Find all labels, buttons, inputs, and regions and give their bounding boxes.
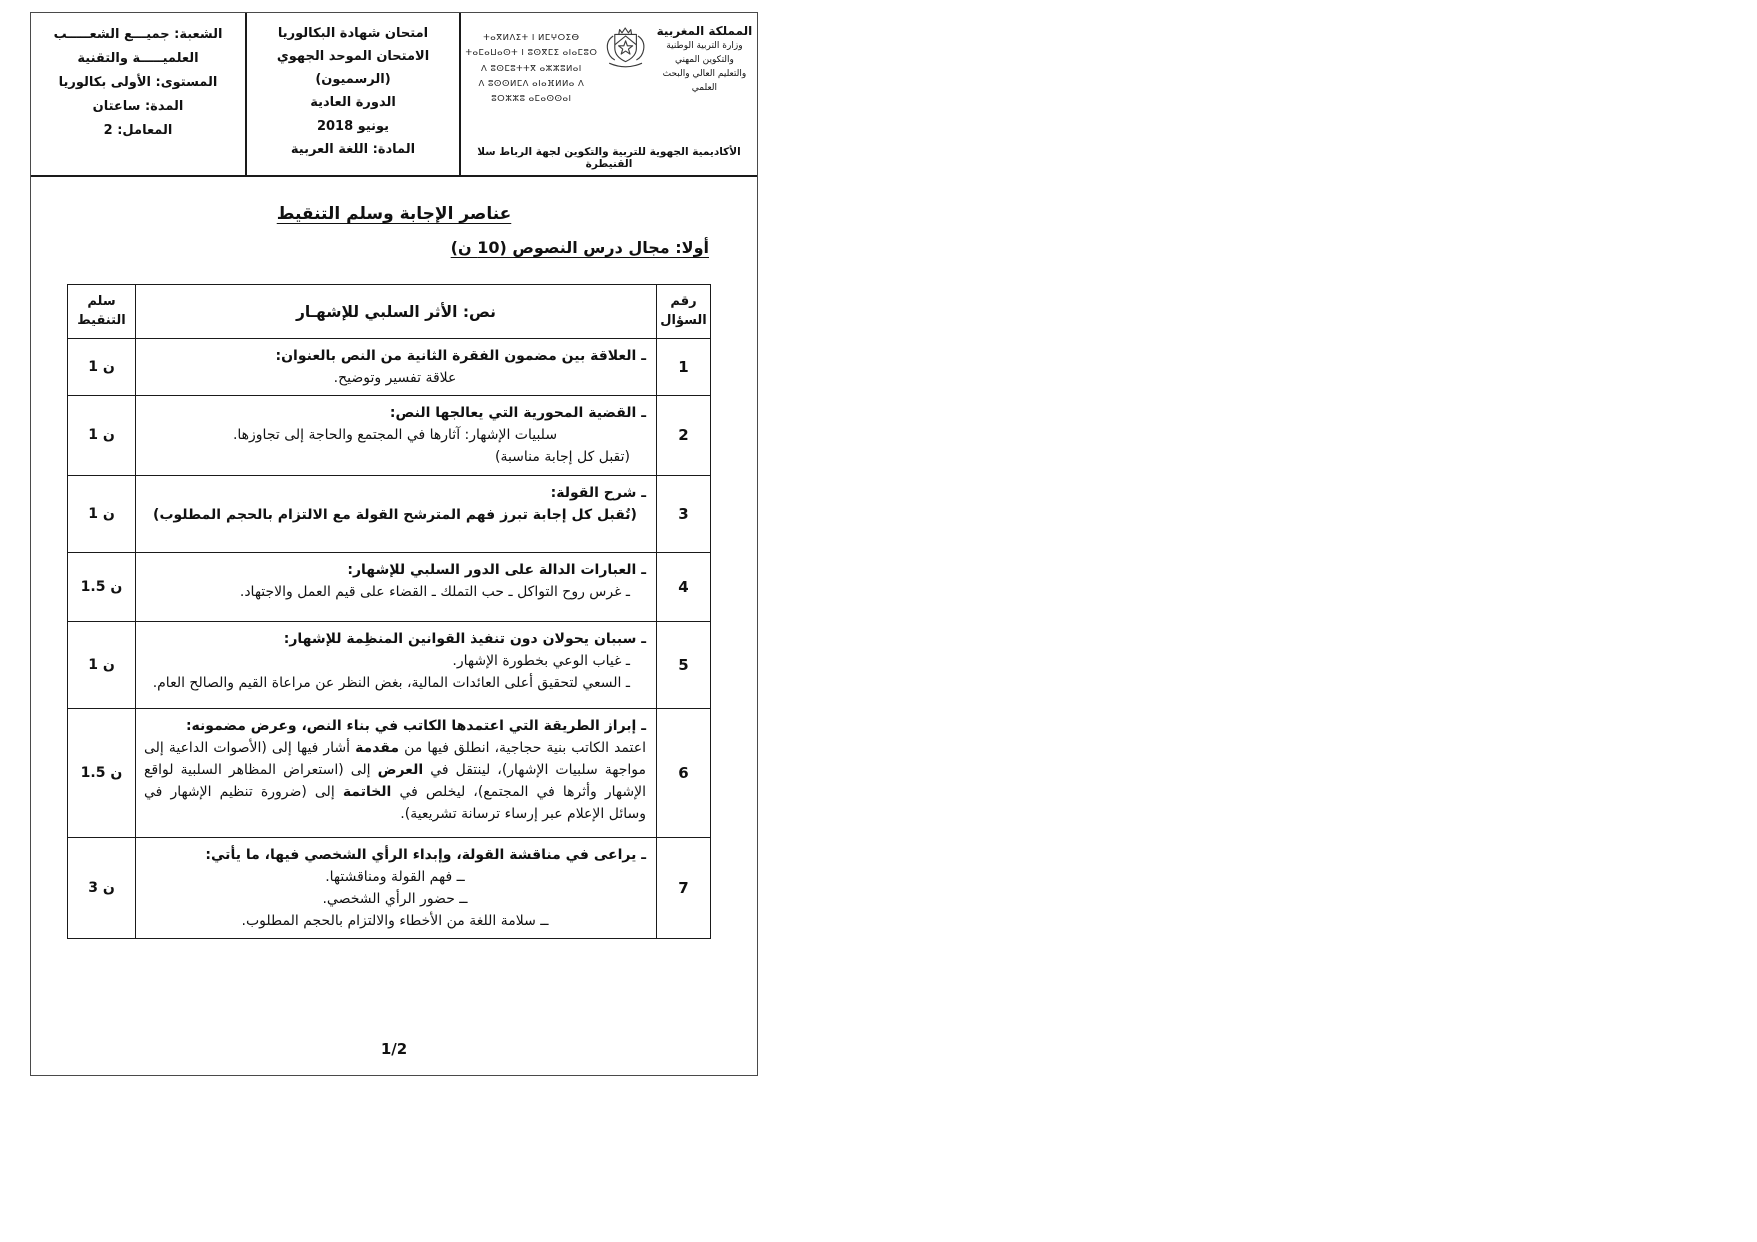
- answer-line: ـ السعي لتحقيق أعلى العائدات المالية، بغض النظر عن مراعاة القيم والصالح العام.: [152, 674, 630, 691]
- answer-line: ـ غياب الوعي بخطورة الإشهار.: [452, 652, 630, 669]
- answer-line: ــ فهم القولة ومناقشتها.: [325, 868, 465, 885]
- document-page: [30, 12, 758, 1076]
- paragraph-segment: العرض: [377, 761, 424, 778]
- exam-header: [31, 13, 757, 177]
- row-number: 2: [657, 396, 711, 475]
- row-score: 1 ن: [68, 339, 136, 396]
- exam-info-line: امتحان شهادة البكالوريا: [277, 26, 429, 41]
- section-title: أولا: مجال درس النصوص (10 ن): [450, 238, 709, 257]
- page-number: 1/2: [380, 1040, 408, 1058]
- row-answer: [136, 339, 657, 396]
- header-line: رقم: [670, 294, 697, 310]
- row-number: 4: [657, 552, 711, 621]
- coefficient-line: المعامل: 2: [103, 123, 173, 139]
- table-row: [68, 475, 711, 552]
- answer-paragraph: [144, 737, 646, 825]
- paragraph-segment: مقدمة: [355, 739, 400, 756]
- score-scale-header: [68, 285, 136, 339]
- answer-title: ـ سببان يحولان دون تنفيذ القوانين المنظِمة للإشهار:: [283, 630, 646, 647]
- kingdom-title: المملكة المغربية: [656, 24, 753, 38]
- answer-title: ـ إبراز الطريقة التي اعتمدها الكاتب في بناء النص، وعرض مضمونه:: [185, 717, 646, 734]
- duration-line: المدة: ساعتان: [92, 99, 184, 115]
- row-answer: [136, 475, 657, 552]
- answer-line: (تُقبل كل إجابة تبرز فهم المترشح القولة مع الالتزام بالحجم المطلوب): [153, 506, 637, 523]
- ministry-arabic-block: [656, 19, 753, 96]
- row-score: 3 ن: [68, 837, 136, 938]
- ministry-name-line: وزارة التربية الوطنية والتكوين المهني: [666, 41, 743, 65]
- exam-info-block: [245, 13, 459, 175]
- text-title-header: نص: الأثر السلبي للإشهـار: [136, 285, 657, 339]
- exam-info-line: المادة: اللغة العربية: [290, 141, 416, 157]
- answer-line: (تقبل كل إجابة مناسبة): [494, 449, 630, 466]
- table-row: [68, 621, 711, 708]
- answer-title: ـ العلاقة بين مضمون الفقرة الثانية من النص بالعنوان:: [275, 348, 646, 364]
- row-number: 7: [657, 837, 711, 938]
- morocco-coat-of-arms-icon: [598, 19, 656, 78]
- exam-meta-block: [31, 13, 245, 175]
- row-answer: [136, 621, 657, 708]
- answer-line: ــ حضور الرأي الشخصي.: [322, 890, 468, 907]
- stream-line: الشعبة: جميـــع الشعـــــب: [53, 27, 223, 42]
- exam-info-line: الامتحان الموحد الجهوي: [276, 49, 430, 65]
- answer-title: ـ القضية المحورية التي يعالجها النص:: [389, 405, 646, 422]
- paragraph-segment: اعتمد الكاتب بنية حجاجية، انطلق فيها من: [399, 739, 646, 756]
- row-score: 1.5 ن: [68, 708, 136, 837]
- level-line: المستوى: الأولى بكالوريا: [58, 75, 218, 91]
- row-answer: [136, 552, 657, 621]
- ministry-header-block: [459, 13, 757, 175]
- paragraph-segment: الخاتمة: [342, 783, 392, 800]
- row-number: 3: [657, 475, 711, 552]
- row-score: 1 ن: [68, 475, 136, 552]
- answer-line: ـ غرس روح التواكل ـ حب التملك ـ القضاء على قيم العمل والاجتهاد.: [239, 583, 630, 600]
- question-number-header: [657, 285, 711, 339]
- paragraph-segment: إلى (ضرورة تنظيم الإشهار في وسائل الإعلام عبر إرساء ترسانة تشريعية).: [144, 783, 646, 822]
- row-number: 1: [657, 339, 711, 396]
- exam-info-line: (الرسميون): [315, 72, 391, 88]
- table-row: [68, 708, 711, 837]
- ministry-header-top: [465, 19, 753, 142]
- row-score: 1 ن: [68, 621, 136, 708]
- exam-info-line: الدورة العادية: [310, 95, 396, 111]
- row-answer: [136, 396, 657, 475]
- answer-line: علاقة تفسير وتوضيح.: [333, 370, 457, 387]
- ministry-name-line: والتعليم العالي والبحث العلمي: [662, 68, 747, 93]
- table-row: [68, 837, 711, 938]
- tifinagh-line: ⵜⴰⴳⵍⴷⵉⵜ ⵏ ⵍⵎⵖⵔⵉⴱ: [483, 33, 580, 43]
- table-row: [68, 396, 711, 475]
- stream-line: العلميـــــة والتقنية: [77, 51, 199, 67]
- row-number: 5: [657, 621, 711, 708]
- row-score: 1 ن: [68, 396, 136, 475]
- table-row: [68, 339, 711, 396]
- row-answer: [136, 708, 657, 837]
- exam-info-line: يونيو 2018: [316, 118, 390, 134]
- answer-title: ـ العبارات الدالة على الدور السلبي للإشهار:: [347, 561, 646, 578]
- tifinagh-line: ⵜⴰⵎⴰⵡⴰⵙⵜ ⵏ ⵓⵙⴳⵎⵉ ⴰⵏⴰⵎⵓⵔ ⴷ ⵓⵙⵎⵓⵜⵜⴳ ⴰⵣⵣⵓⵍⴰⵏ: [465, 48, 598, 74]
- answer-line: سلبيات الإشهار: آثارها في المجتمع والحاجة إلى تجاوزها.: [232, 427, 558, 444]
- tifinagh-line: ⴷ ⵓⵙⵙⵍⵎⴷ ⴰⵏⴰⴼⵍⵍⴰ ⴷ ⵓⵔⵣⵣⵓ ⴰⵎⴰⵙⵙⴰⵏ: [478, 78, 585, 105]
- paragraph-segment: أشار فيها إلى (الأصوات الداعية إلى مواجهة سلبيات الإشهار)، لينتقل في: [144, 739, 646, 778]
- answer-key-table: [67, 284, 711, 939]
- academy-name: الأكاديمية الجهوية للتربية والتكوين لجهة الرباط سلا القنيطرة: [477, 146, 741, 170]
- answer-title: ـ شرح القولة:: [550, 484, 646, 501]
- header-line: التنقيط: [77, 312, 126, 328]
- tifinagh-text-block: [465, 19, 598, 107]
- page-title: عناصر الإجابة وسلم التنقيط: [276, 204, 512, 224]
- table-header-row: [68, 285, 711, 339]
- paragraph-segment: إلى (استعراض المظاهر السلبية لواقع الإشهار وأثرها في المجتمع)، ليخلص في: [144, 761, 646, 800]
- header-line: سلم: [87, 294, 116, 310]
- row-number: 6: [657, 708, 711, 837]
- row-score: 1.5 ن: [68, 552, 136, 621]
- header-line: السؤال: [660, 312, 707, 328]
- row-answer: [136, 837, 657, 938]
- answer-title: ـ يراعى في مناقشة القولة، وإبداء الرأي الشخصي فيها، ما يأتي:: [205, 846, 646, 863]
- answer-line: ــ سلامة اللغة من الأخطاء والالتزام بالحجم المطلوب.: [241, 912, 549, 929]
- table-row: [68, 552, 711, 621]
